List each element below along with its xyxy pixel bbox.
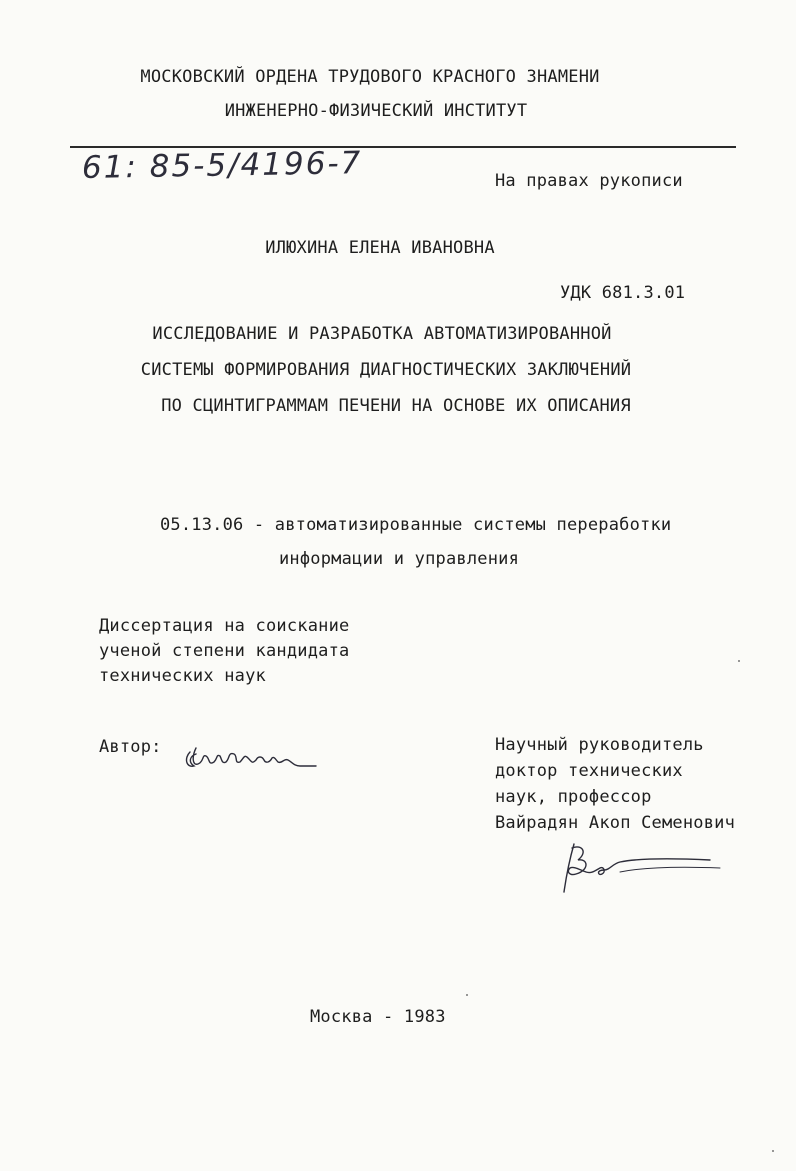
degree-statement-line-1: Диссертация на соискание — [99, 616, 350, 636]
scan-speck — [772, 1150, 774, 1152]
specialty-code-line-2: информации и управления — [279, 549, 520, 569]
degree-statement-line-3: технических наук — [99, 666, 266, 686]
scan-speck — [738, 660, 740, 662]
degree-statement-line-2: ученой степени кандидата — [99, 641, 350, 661]
supervisor-degree-line-1: доктор технических — [495, 761, 683, 781]
author-label: Автор: — [99, 737, 162, 757]
handwritten-archive-number: 61: 85-5/4196-7 — [81, 145, 363, 186]
udk-classification: УДК 681.3.01 — [560, 283, 686, 303]
header-divider — [70, 146, 736, 148]
supervisor-name: Вайрадян Акоп Семенович — [495, 813, 736, 833]
supervisor-degree-line-2: наук, профессор — [495, 787, 652, 807]
manuscript-rights-note: На правах рукописи — [495, 171, 683, 191]
dissertation-title-line-3: ПО СЦИНТИГРАММАМ ПЕЧЕНИ НА ОСНОВЕ ИХ ОПИСАНИЯ — [161, 396, 631, 416]
scan-speck — [466, 994, 468, 996]
author-full-name: ИЛЮХИНА ЕЛЕНА ИВАНОВНА — [265, 238, 495, 258]
institute-name-line-2: ИНЖЕНЕРНО-ФИЗИЧЕСКИЙ ИНСТИТУТ — [224, 101, 528, 121]
specialty-code-line-1: 05.13.06 - автоматизированные системы переработки — [160, 515, 672, 535]
dissertation-title-line-2: СИСТЕМЫ ФОРМИРОВАНИЯ ДИАГНОСТИЧЕСКИХ ЗАКЛЮЧЕНИЙ — [140, 360, 632, 380]
institute-name-line-1: МОСКОВСКИЙ ОРДЕНА ТРУДОВОГО КРАСНОГО ЗНАМЕНИ — [140, 67, 600, 87]
supervisor-signature-icon — [560, 838, 730, 898]
dissertation-title-line-1: ИССЛЕДОВАНИЕ И РАЗРАБОТКА АВТОМАТИЗИРОВАННОЙ — [152, 324, 612, 344]
supervisor-role: Научный руководитель — [495, 735, 704, 755]
author-signature-icon — [182, 740, 322, 780]
city-and-year: Москва - 1983 — [310, 1007, 446, 1027]
